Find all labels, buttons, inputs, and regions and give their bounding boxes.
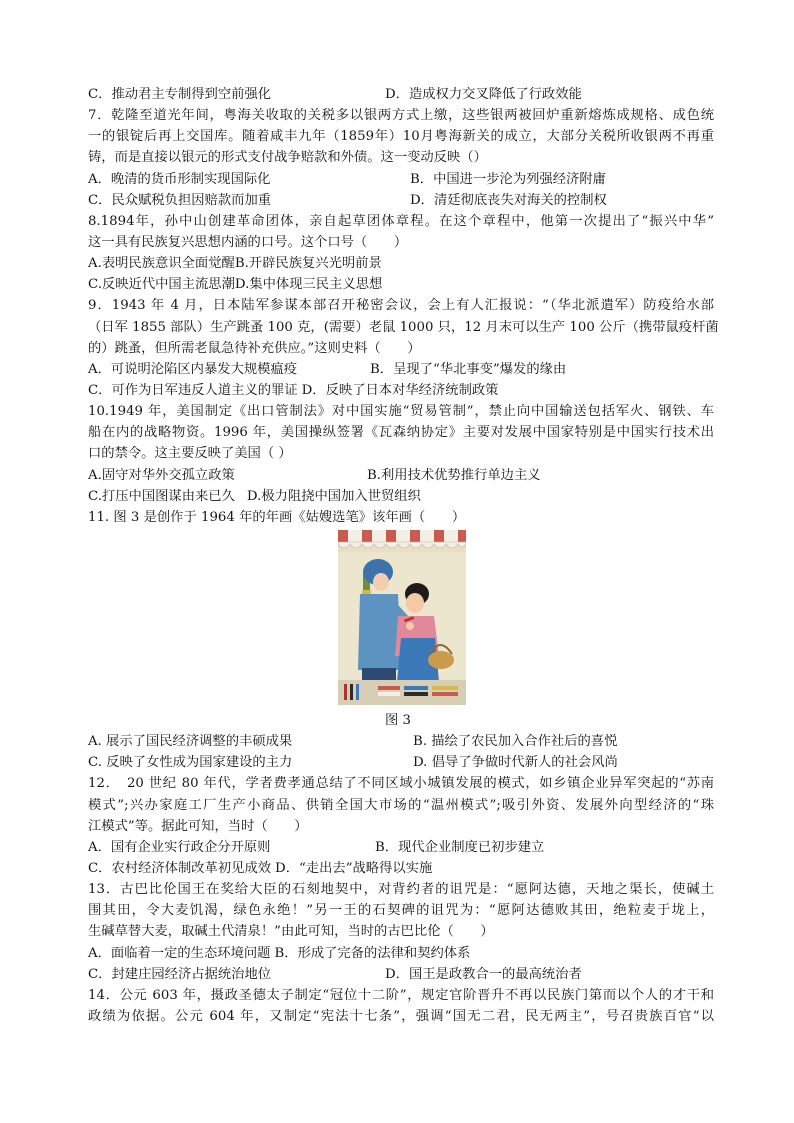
q7-stem-line: 一的银锭后再上交国库。随着咸丰九年（1859年）10月粤海新关的成立，大部分关税所收银两不再重 [88, 129, 714, 145]
q13-stem-line: 13．古巴比伦国王在奖给大臣的石刻地契中，对背约者的诅咒是：“愿阿达德，天地之渠长，使碱土 [88, 882, 714, 898]
q8-option-c: C.反映近代中国主流思潮 [88, 277, 235, 293]
q12-options-row-cd [88, 858, 714, 879]
q13-option-a: A．面临着一定的生态环境问题 [88, 945, 271, 961]
q8-stem-line: 这一具有民族复兴思想内涵的口号。这个口号（ ） [88, 234, 408, 250]
q13-options-row-ab [88, 943, 714, 964]
q12-stem-line: 12． 20 世纪 80 年代，学者费孝通总结了不同区域小城镇发展的模式，如乡镇企业异军突起的“苏南 [88, 776, 714, 792]
q12-option-d: D．“走出去”战略得以实施 [275, 860, 433, 876]
q12-option-b: B．现代企业制度已初步建立 [375, 839, 545, 855]
q11-option-b: B. 描绘了农民加入合作社后的喜悦 [413, 734, 618, 750]
q6-option-d: D．造成权力交叉降低了行政效能 [385, 87, 582, 102]
q8-option-b: B.开辟民族复兴光明前景 [234, 256, 382, 272]
q9-option-d: D．反映了日本对华经济统制政策 [301, 382, 499, 398]
poster-illustration [338, 530, 466, 705]
q10-option-c: C.打压中国图谋由来已久 [88, 488, 235, 504]
q13-option-b: B．形成了完备的法律和契约体系 [274, 945, 471, 961]
q11-option-a: A. 展示了国民经济调整的丰硕成果 [88, 734, 293, 750]
q12-stem-line: 模式”;兴办家庭工厂生产小商品、供销全国大市场的“温州模式”;吸引外资、发展外向型经济的“珠 [88, 797, 714, 813]
q7-options-row-ab [88, 169, 714, 190]
q7-stem-line: 铸，而是直接以银元的形式支付战争赔款和外债。这一变动反映（） [88, 150, 487, 166]
q11-stem-line: 11. 图 3 是创作于 1964 年的年画《姑嫂选笔》该年画（ ） [88, 509, 466, 525]
q8-options-row-ab [88, 253, 714, 274]
q11-option-c: C. 反映了女性成为国家建设的主力 [88, 755, 293, 771]
q9-option-b: B．呈现了“华北事变”爆发的缘由 [370, 361, 567, 377]
q7-option-a: A．晚清的货币形制实现国际化 [88, 171, 271, 187]
q13-options-row-cd [88, 964, 714, 985]
q9-options-row-ab [88, 359, 714, 380]
q10-stem-line: 船在内的战略物资。1996 年，美国操纵签署《瓦森纳协定》主要对发展中国家特别是中国实行技术出 [88, 425, 714, 441]
q10-option-d: D.极力阻挠中国加入世贸组织 [246, 488, 421, 504]
q12-stem-line: 江模式”等。据此可知，当时（ ） [88, 818, 308, 834]
q13-stem-line: 生碱草替大麦，取碱土代清泉！”由此可知，当时的古巴比伦（ ） [88, 924, 494, 940]
q13-stem-line: 围其田，令大麦饥渴，绿色永绝！”另一王的石契碑的诅咒为：“愿阿达德败其田，绝粒麦于垅上， [88, 903, 714, 919]
q7-option-b: B．中国进一步沦为列强经济附庸 [410, 171, 606, 187]
question-text-column [88, 84, 719, 1027]
q13-option-c: C．封建庄园经济占据统治地位 [88, 966, 272, 982]
q9-option-c: C．可作为日军违反人道主义的罪证 [88, 382, 298, 398]
q6-option-c: C．推动君主专制得到空前强化 [88, 87, 272, 102]
q11-options-row-cd [88, 752, 714, 773]
figure-caption: 图 3 [385, 712, 411, 728]
q9-stem-line: 的）跳蚤，但所需老鼠急待补充供应。”这则史料（ ） [88, 340, 421, 356]
q10-options-row-ab [88, 465, 714, 486]
q9-option-a: A．可说明沦陷区内暴发大规模瘟疫 [88, 361, 298, 377]
q8-stem-line: 8.1894年，孙中山创建革命团体，亲自起草团体章程。在这个章程中，他第一次提出了“振兴中华” [88, 213, 714, 229]
q10-option-a: A.固守对华外交孤立政策 [88, 467, 235, 483]
q8-option-d: D.集中体现三民主义思想 [234, 277, 383, 293]
q14-stem-line: 14．公元 603 年，摄政圣德太子制定“冠位十二阶”，规定官阶晋升不再以民族门第而以个人的才干和 [88, 987, 714, 1003]
new-year-painting-figure [338, 530, 466, 705]
q11-options-row-ab [88, 731, 714, 752]
q8-option-a: A.表明民族意识全面觉醒 [88, 256, 235, 272]
q7-option-c: C．民众赋税负担因赔款而加重 [88, 192, 272, 208]
q10-option-b: B.利用技术优势推行单边主义 [367, 467, 541, 483]
q13-option-d: D．国王是政教合一的最高统治者 [385, 966, 582, 982]
q6-options-row-cd [88, 84, 714, 105]
q12-option-c: C．农村经济体制改革初见成效 [88, 860, 272, 876]
q9-stem-line: （日军 1855 部队）生产跳蚤 100 克，(需要）老鼠 1000 只，12 月末可以生产 100 公斤（携带鼠疫杆菌 [88, 319, 719, 335]
q10-options-row-cd [88, 486, 714, 507]
q14-stem-line: 政绩为依据。公元 604 年，又制定“宪法十七条”，强调“国无二君，民无两主”，号召贵族百官“以 [88, 1008, 714, 1024]
q7-stem-line: 7．乾隆至道光年间，粤海关收取的关税多以银两方式上缴，这些银两被回炉重新熔炼成规格、成色统 [88, 108, 714, 124]
q8-options-row-cd [88, 274, 714, 295]
q11-option-d: D. 倡导了争做时代新人的社会风尚 [413, 755, 618, 771]
q7-options-row-cd [88, 190, 714, 211]
q12-options-row-ab [88, 837, 714, 858]
q9-options-row-cd [88, 380, 714, 401]
q10-stem-line: 口的禁令。这主要反映了美国（ ） [88, 446, 292, 462]
q10-stem-line: 10.1949 年，美国制定《出口管制法》对中国实施“贸易管制”，禁止向中国输送包括军火、钢铁、车 [88, 404, 714, 420]
q9-stem-line: 9．1943 年 4 月，日本陆军参谋本部召开秘密会议，会上有人汇报说：“（华北派遣军）防疫给水部 [88, 298, 714, 314]
q7-option-d: D．清廷彻底丧失对海关的控制权 [410, 192, 607, 208]
q12-option-a: A．国有企业实行政企分开原则 [88, 839, 271, 855]
